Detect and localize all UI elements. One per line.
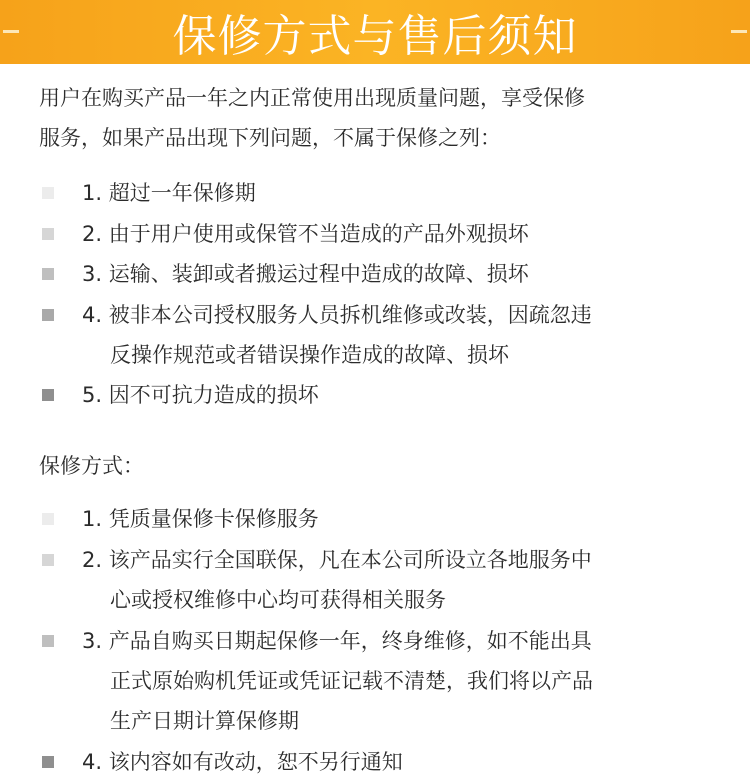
header-banner bbox=[0, 0, 750, 64]
intro-line: 用户在购买产品一年之内正常使用出现质量问题，享受保修 bbox=[39, 86, 585, 110]
warranty-item-line: 2. 该产品实行全国联保，凡在本公司所设立各地服务中 bbox=[82, 548, 592, 572]
warranty-item-line: 1. 凭质量保修卡保修服务 bbox=[82, 507, 319, 531]
square-bullet-icon bbox=[42, 228, 54, 240]
exclusion-item-line: 3. 运输、装卸或者搬运过程中造成的故障、损坏 bbox=[82, 262, 529, 286]
warranty-item-text bbox=[82, 540, 722, 620]
square-bullet-icon bbox=[42, 756, 54, 768]
warranty-item-line: 4. 该内容如有改动，恕不另行通知 bbox=[82, 750, 403, 774]
warranty-item-line: 正式原始购机凭证或凭证记载不清楚，我们将以产品 bbox=[110, 669, 593, 693]
square-bullet-icon bbox=[42, 635, 54, 647]
decorative-dash-left bbox=[3, 30, 19, 33]
exclusion-item-text bbox=[82, 173, 722, 213]
exclusion-item-text bbox=[82, 254, 722, 294]
exclusion-item-text bbox=[82, 214, 722, 254]
square-bullet-icon bbox=[42, 187, 54, 199]
decorative-dash-right bbox=[731, 30, 747, 33]
warranty-item-line: 心或授权维修中心均可获得相关服务 bbox=[110, 588, 446, 612]
square-bullet-icon bbox=[42, 513, 54, 525]
exclusion-item-text bbox=[82, 375, 722, 415]
page-title: 保修方式与售后须知 bbox=[172, 11, 578, 62]
square-bullet-icon bbox=[42, 268, 54, 280]
exclusion-item-line: 1. 超过一年保修期 bbox=[82, 181, 256, 205]
intro-line: 服务，如果产品出现下列问题，不属于保修之列： bbox=[39, 126, 501, 150]
warranty-item-line: 生产日期计算保修期 bbox=[110, 709, 299, 733]
intro-paragraph bbox=[39, 78, 719, 158]
exclusion-item-text bbox=[82, 295, 722, 375]
square-bullet-icon bbox=[42, 554, 54, 566]
square-bullet-icon bbox=[42, 309, 54, 321]
warranty-item-text bbox=[82, 499, 722, 539]
warranty-item-line: 3. 产品自购买日期起保修一年，终身维修，如不能出具 bbox=[82, 629, 592, 653]
exclusion-item-line: 5. 因不可抗力造成的损坏 bbox=[82, 383, 319, 407]
exclusion-item-line: 2. 由于用户使用或保管不当造成的产品外观损坏 bbox=[82, 222, 529, 246]
exclusion-item-line: 反操作规范或者错误操作造成的故障、损坏 bbox=[110, 343, 509, 367]
warranty-section-title: 保修方式： bbox=[39, 454, 144, 478]
exclusion-item-line: 4. 被非本公司授权服务人员拆机维修或改装，因疏忽违 bbox=[82, 303, 592, 327]
warranty-item-text bbox=[82, 742, 722, 782]
square-bullet-icon bbox=[42, 389, 54, 401]
warranty-item-text bbox=[82, 621, 722, 741]
